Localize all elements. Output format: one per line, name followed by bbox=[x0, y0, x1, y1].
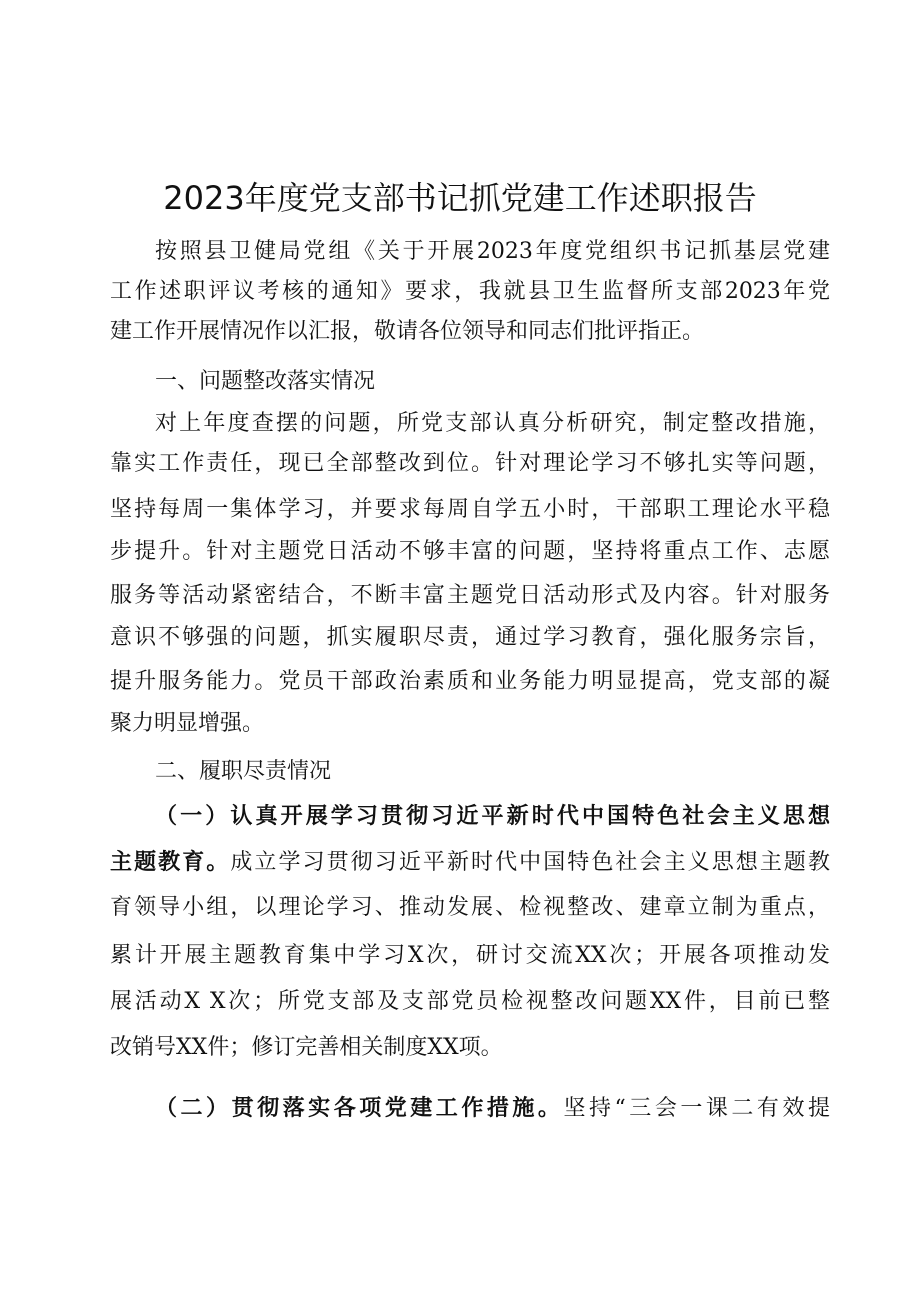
body-line: 累计开展主题教育集中学习X次，研讨交流XX次；开展各项推动发 bbox=[110, 943, 830, 968]
intro-line: 工作述职评议考核的通知》要求，我就县卫生监督所支部2023年党 bbox=[110, 279, 830, 304]
body-line: 提升服务能力。党员干部政治素质和业务能力明显提高，党支部的凝 bbox=[110, 669, 830, 694]
body-line: 展活动X X次；所党支部及支部党员检视整改问题XX件，目前已整 bbox=[110, 989, 830, 1014]
document-title: 2023年度党支部书记抓党建工作述职报告 bbox=[163, 179, 757, 217]
section-heading-1: 一、问题整改落实情况 bbox=[155, 369, 376, 394]
subsection-heading-1: （一）认真开展学习贯彻习近平新时代中国特色社会主义思想 bbox=[155, 803, 830, 829]
body-line: 坚持每周一集体学习，并要求每周自学五小时，干部职工理论水平稳 bbox=[110, 497, 830, 522]
intro-line: 按照县卫健局党组《关于开展2023年度党组织书记抓基层党建 bbox=[155, 239, 830, 264]
body-text: 坚持“三会一课二有效提 bbox=[563, 1096, 830, 1121]
body-line: 靠实工作责任，现已全部整改到位。针对理论学习不够扎实等问题， bbox=[110, 451, 830, 476]
body-line: 改销号XX件；修订完善相关制度XX项。 bbox=[110, 1035, 503, 1060]
subsection-heading-2: （二）贯彻落实各项党建工作措施。 bbox=[155, 1095, 564, 1121]
body-line: 服务等活动紧密结合，不断丰富主题党日活动形式及内容。针对服务 bbox=[110, 583, 830, 608]
body-line: 意识不够强的问题，抓实履职尽责，通过学习教育，强化服务宗旨， bbox=[110, 625, 830, 650]
body-line: 育领导小组，以理论学习、推动发展、检视整改、建章立制为重点， bbox=[110, 895, 830, 920]
body-line: 聚力明显增强。 bbox=[110, 711, 265, 736]
body-text: 成立学习贯彻习近平新时代中国特色社会主义思想主题教 bbox=[230, 850, 830, 875]
body-line bbox=[110, 846, 830, 879]
section-heading-2: 二、履职尽责情况 bbox=[155, 759, 332, 784]
body-line: 步提升。针对主题党日活动不够丰富的问题，坚持将重点工作、志愿 bbox=[110, 539, 830, 564]
subsection-heading-1-continued: 主题教育。 bbox=[110, 849, 231, 875]
body-line: 对上年度查摆的问题，所党支部认真分析研究，制定整改措施， bbox=[155, 411, 830, 436]
intro-line: 建工作开展情况作以汇报，敬请各位领导和同志们批评指正。 bbox=[110, 319, 705, 344]
body-line bbox=[155, 1092, 830, 1125]
